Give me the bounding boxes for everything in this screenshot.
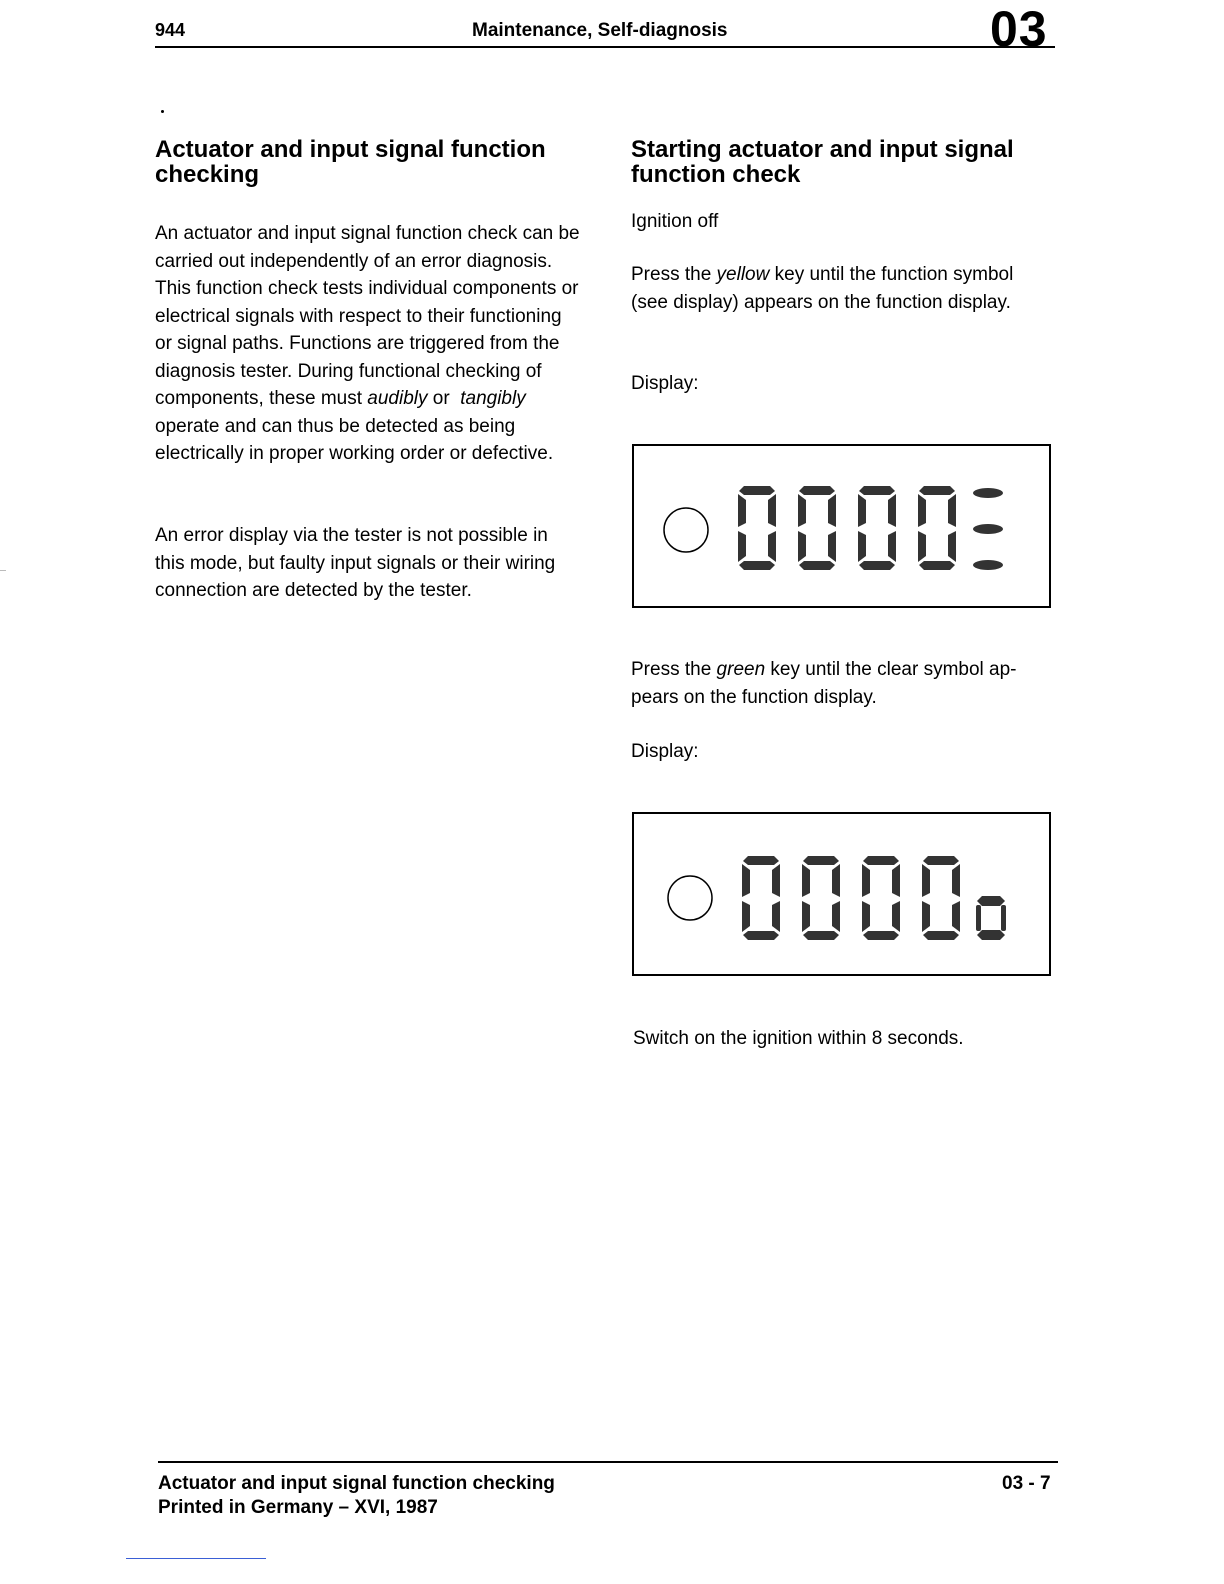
segment-digit: [918, 486, 956, 570]
clear-symbol-icon: [976, 896, 1006, 940]
left-paragraph-1-emphasis-tangibly: tangibly: [460, 388, 526, 409]
display-1-digits: [738, 486, 956, 570]
step-press-green: [631, 656, 1051, 711]
yellow-key-emphasis: yellow: [716, 264, 770, 285]
segment-digit: [798, 486, 836, 570]
display-1-graphic: [634, 446, 1049, 606]
section-number: 03: [990, 1, 1048, 57]
display-2-graphic: [634, 814, 1049, 974]
green-key-emphasis: green: [716, 659, 766, 680]
segment-digit: [738, 486, 776, 570]
left-paragraph-1-text-c: operate and can thus be detected as being electrically in proper working order or defective.: [155, 415, 554, 464]
left-paragraph-1-text-a: An actuator and input signal function check can be carried out independently of an error diagnosis. This function check tests individual components or electrical signals with respect to their functioning or signal paths. Functions are triggered from the diagnosis tester. During functional checking of components, these must: [155, 223, 580, 409]
left-paragraph-1: [155, 220, 580, 468]
step-press-green-text-b: key until the clear symbol ap- pears on the function display.: [631, 659, 1017, 708]
left-paragraph-2: An error display via the tester is not possible in this mode, but faulty input signals or their wiring connection are detected by the tester.: [155, 525, 556, 601]
footer-rule: [158, 1461, 1058, 1463]
left-paragraph-1-emphasis-audibly: audibly: [367, 388, 428, 409]
margin-mark: [0, 570, 6, 571]
right-heading: Starting actuator and input signal function check: [631, 136, 1014, 188]
step-switch-on-ignition: Switch on the ignition within 8 seconds.: [633, 1028, 964, 1049]
page-number: 03 - 7: [1002, 1473, 1051, 1494]
footer-print-info: Printed in Germany – XVI, 1987: [158, 1497, 438, 1518]
segment-digit: [922, 856, 960, 940]
function-display-1: [632, 444, 1051, 608]
left-heading: Actuator and input signal function checking: [155, 136, 546, 188]
footer-link-underline: [126, 1558, 266, 1559]
indicator-light-icon: [668, 876, 712, 920]
document-header-title: Maintenance, Self-diagnosis: [472, 20, 728, 41]
function-display-2: [632, 812, 1051, 976]
step-press-yellow-text-a: Press the: [631, 264, 717, 285]
segment-digit: [862, 856, 900, 940]
scan-speck: [161, 110, 164, 113]
display-label-1: Display:: [631, 373, 699, 394]
document-model: 944: [155, 20, 186, 40]
left-paragraph-1-text-b: or: [427, 388, 461, 409]
segment-digit: [742, 856, 780, 940]
indicator-light-icon: [664, 508, 708, 552]
step-ignition-off: Ignition off: [631, 211, 719, 232]
function-symbol-icon: [973, 488, 1003, 570]
step-press-yellow: [631, 261, 1051, 316]
display-label-2: Display:: [631, 741, 699, 762]
segment-digit: [802, 856, 840, 940]
display-2-digits: [742, 856, 960, 940]
segment-digit: [858, 486, 896, 570]
step-press-green-text-a: Press the: [631, 659, 717, 680]
header-rule: [155, 46, 1055, 48]
step-press-yellow-text-b: key until the function symbol (see display) appears on the function display.: [631, 264, 1014, 313]
footer-topic: Actuator and input signal function checking: [158, 1473, 555, 1494]
